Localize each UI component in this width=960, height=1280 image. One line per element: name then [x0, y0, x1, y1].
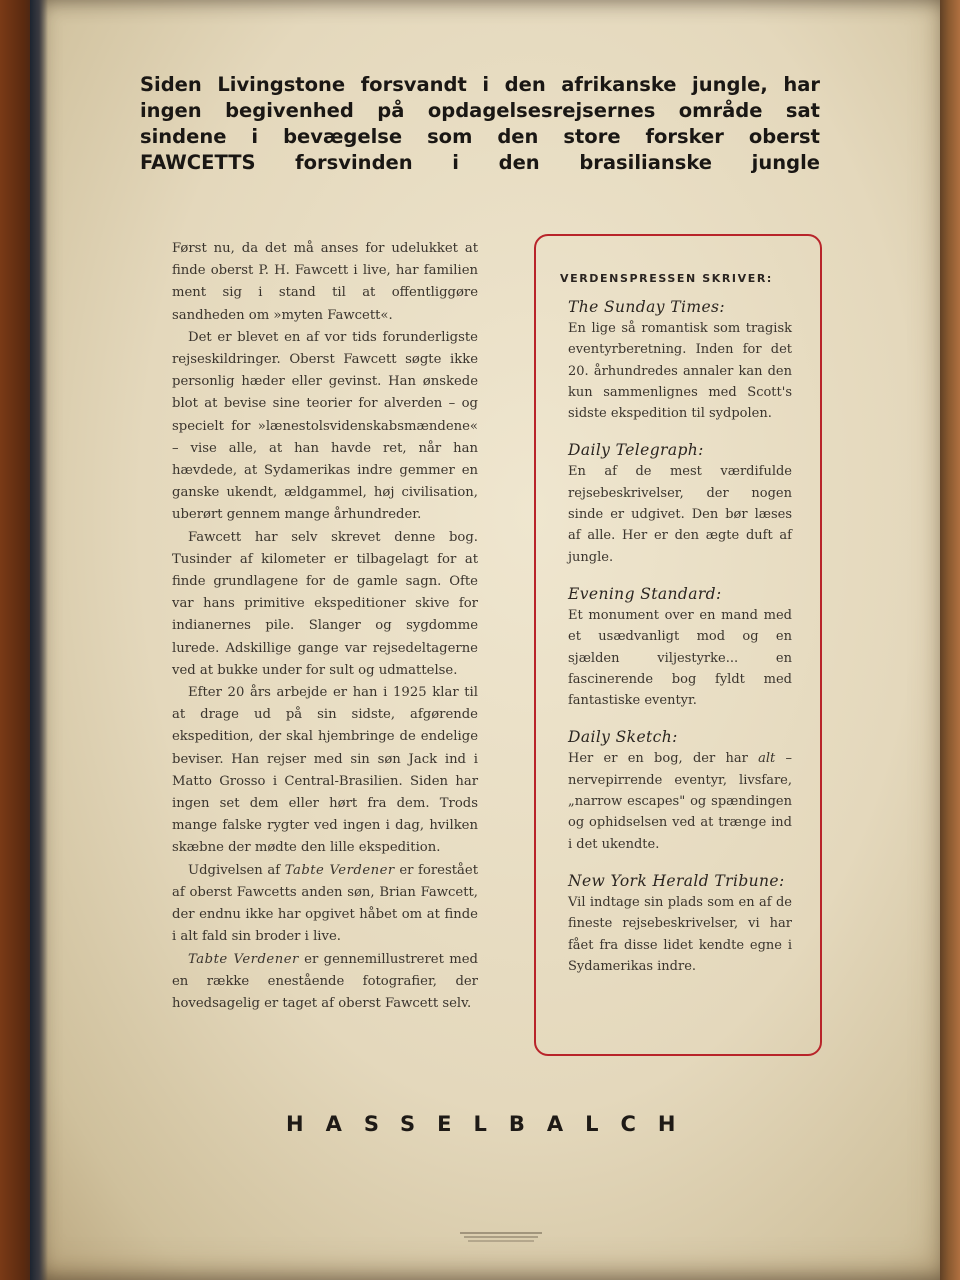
spine-edge — [30, 0, 48, 1280]
review-source: Daily Sketch: — [568, 728, 678, 747]
review-item — [568, 296, 792, 424]
body-paragraph-3: Fawcett har selv skrevet denne bog. Tusinder af kilometer er tilbagelagt for at finde grundlagene for de gamle sagn. Ofte var hans primitive ekspeditioner skive for indianernes pile. Slanger og sygdomme lurede. Adskillige gange var rejsedeltagerne ved at bukke under for sult og udmattelse. — [172, 529, 478, 678]
review-item — [568, 870, 792, 977]
review-item — [568, 726, 792, 854]
headline — [140, 72, 820, 176]
imprint-smudge — [456, 1230, 546, 1244]
headline-line-2: ingen begivenhed på opdagelsesrejsernes område sat — [140, 99, 820, 122]
headline-line-3: sindene i bevægelse som den store forsker oberst — [140, 125, 820, 148]
book-title: Tabte Verdener — [284, 862, 395, 878]
press-reviews-box — [534, 234, 822, 1056]
description-column — [172, 238, 478, 1015]
review-source: The Sunday Times: — [568, 298, 725, 316]
body-paragraph-2: Det er blevet en af vor tids forunderligste rejseskildringer. Oberst Fawcett søgte ikke personlig hæder eller gevinst. Han ønskede blot at bevise sine teorier for alverden – og specielt for »lænestolsvidenskabsmændene« – vise alle, at han havde ret, når han hævdede, at Sydamerikas indre gemmer en ganske ukendt, ældgammel, høj civilisation, uberørt gennem mange århundreder. — [172, 329, 478, 523]
quote-emphasis: alt — [758, 751, 776, 767]
headline-line-1: Siden Livingstone forsvandt i den afrikanske jungle, har — [140, 73, 820, 96]
quote-part: – nervepirrende eventyr, livsfare, „narrow escapes" og spændingen og ophidselsen ved at trænge ind i det ukendte. — [568, 751, 792, 852]
review-quote: Vil indtage sin plads som en af de fineste rejsebeskrivelser, vi har fået fra disse lidet kendte egne i Sydamerikas indre. — [568, 894, 792, 974]
body-paragraph-4: Efter 20 års arbejde er han i 1925 klar til at drage ud på sin sidste, afgørende ekspedition, der skal hjembringe de endelige beviser. Han rejser med sin søn Jack ind i Matto Grosso i Central-Brasilien. Siden har ingen set dem eller hørt fra dem. Trods mange falske rygter ved ingen i dag, hvilken skæbne der mødte den lille ekspedition. — [172, 685, 478, 856]
review-source: Evening Standard: — [568, 584, 722, 603]
printer-imprint-mark — [456, 1230, 546, 1245]
quote-part: Her er en bog, der har — [568, 751, 759, 767]
review-item — [568, 439, 792, 567]
body-paragraph-5 — [172, 860, 478, 949]
review-source: New York Herald Tribune: — [568, 871, 785, 890]
review-quote — [568, 748, 792, 854]
review-quote: Et monument over en mand med et usædvanligt mod og en sjælden viljestyrke... en fascinerende bog fyldt med fantastiske eventyr. — [568, 607, 792, 709]
p5-prefix: Udgivelsen af — [188, 862, 285, 878]
review-item — [568, 583, 792, 711]
p6-rest: er gennemillustreret med en række enestående fotografier, der hovedsagelig er taget af oberst Fawcett selv. — [172, 951, 478, 1011]
body-paragraph-1: Først nu, da det må anses for udelukket at finde oberst P. H. Fawcett i live, har familien ment sig i stand til at offentliggøre sandheden om »myten Fawcett«. — [172, 241, 478, 323]
body-paragraph-6 — [172, 949, 478, 1016]
review-quote: En af de mest værdifulde rejsebeskrivelser, der nogen sinde er udgivet. Den bør læses af alle. Her er den ægte duft af jungle. — [568, 464, 792, 565]
review-source: Daily Telegraph: — [568, 441, 704, 460]
publisher-name: HASSELBALCH — [286, 1112, 698, 1136]
reviews-heading: VERDENSPRESSEN SKRIVER: — [560, 272, 773, 285]
headline-line-4: FAWCETTS forsvinden i den brasilianske jungle — [140, 151, 820, 174]
book-title: Tabte Verdener — [188, 951, 299, 967]
review-quote: En lige så romantisk som tragisk eventyrberetning. Inden for det 20. århundredes annaler kan den kun sammenlignes med Scott's sidste ekspedition til sydpolen. — [568, 321, 792, 422]
p5-rest: er forestået af oberst Fawcetts anden søn, Brian Fawcett, der endnu ikke har opgivet håbet om at finde i alt fald sin broder i live. — [172, 862, 478, 945]
reviews-list — [568, 296, 792, 992]
